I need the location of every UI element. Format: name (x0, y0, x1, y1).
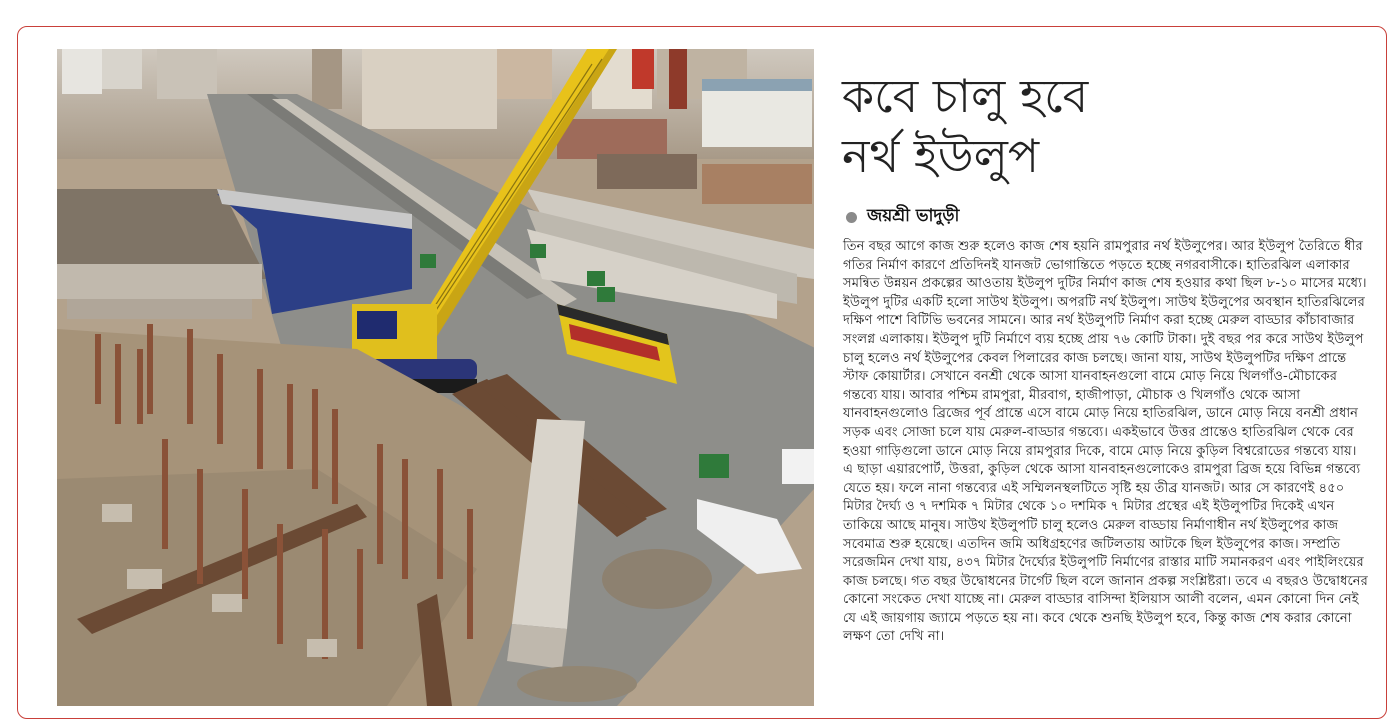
article-body: তিন বছর আগে কাজ শুরু হলেও কাজ শেষ হয়নি রামপুরার নর্থ ইউলুপের। আর ইউলুপ তৈরিতে ধীর গতির নির্মাণ কারণে প্রতিদিনই যানজট ভোগান্তিতে পড়তে হচ্ছে নগরবাসীকে। হাতিরঝিল এলাকার সমন্বিত উন্নয়ন প্রকল্পের আওতায় ইউলুপ দুটির নির্মাণ কাজ শেষ হওয়ার কথা ছিল ৮-১০ মাসের মধ্যে। ইউলুপ দুটির একটি হলো সাউথ ইউলুপ। অপরটি নর্থ ইউলুপ। সাউথ ইউলুপের অবস্থান হাতিরঝিলের দক্ষিণ পাশে বিটিভি ভবনের সামনে। আর নর্থ ইউলুপটি নির্মাণ করা হচ্ছে মেরুল বাড্ডার কাঁচাবাজার সংলগ্ন এলাকায়। ইউলুপ দুটি নির্মাণে ব্যয় হচ্ছে প্রায় ৭৬ কোটি টাকা। দুই বছর পর করে সাউথ ইউলুপ চালু হলেও নর্থ ইউলুপের কেবল পিলারের কাজ চলছে। জানা যায়, সাউথ ইউলুপটির দক্ষিণ প্রান্তে স্টাফ কোয়ার্টার। সেখানে বনশ্রী থেকে আসা যানবাহনগুলো বামে মোড় নিয়ে খিলগাঁও-মৌচাকের গন্তব্যে যায়। আবার পশ্চিম রামপুরা, মীরবাগ, হাজীপাড়া, মৌচাক ও খিলগাঁও থেকে আসা যানবাহনগুলোও ব্রিজের পূর্ব প্রান্তে এসে বামে মোড় নিয়ে হাতিরঝিল, ডানে মোড় নিয়ে বনশ্রী প্রধান সড়ক এবং সোজা চলে যায় মেরুল-বাড্ডার গন্তব্যে। একইভাবে উত্তর প্রান্তেও হাতিরঝিল থেকে বের হওয়া গাড়িগুলো ডানে মোড় নিয়ে রামপুরার দিকে, বামে মোড় নিয়ে কুড়িল বিশ্বরোডের গন্তব্যে যায়। এ ছাড়া এয়ারপোর্ট, উত্তরা, কুড়িল থেকে আসা যানবাহনগুলোকেও রামপুরা ব্রিজ হয়ে বিভিন্ন গন্তব্যে যেতে হয়। ফলে নানা গন্তব্যের এই সম্মিলনস্থলটিতে সৃষ্টি হয় তীব্র যানজট। আর সে কারণেই ৪৫০ মিটার দৈর্ঘ্য ও ৭ দশমিক ৭ মিটার থেকে ১০ দশমিক ৭ মিটার প্রস্থের এই ইউলুপটির দিকেই এখন তাকিয়ে আছে মানুষ। সাউথ ইউলুপটি চালু হলেও মেরুল বাড্ডায় নির্মাণাধীন নর্থ ইউলুপের কাজ সবেমাত্র শুরু হয়েছে। এতদিন জমি অধিগ্রহণের জটিলতায় আটকে ছিল ইউলুপের কাজ। সম্প্রতি সরেজমিন দেখা যায়, ৪৩৭ মিটার দৈর্ঘ্যের ইউলুপটি নির্মাণের রাস্তার মাটি সমানকরণ এবং পাইলিংয়ের কাজ চলছে। গত বছর উদ্বোধনের টার্গেট ছিল বলে জানান প্রকল্প সংশ্লিষ্টরা। তবে এ বছরও উদ্বোধনের কোনো সংকেত দেখা যাচ্ছে না। মেরুল বাড্ডার বাসিন্দা ইলিয়াস আলী বলেন, এমন কোনো দিন নেই যে এই জায়গায় জ্যামে পড়তে হয় না। কবে থেকে শুনছি ইউলুপ হবে, কিন্তু কাজ শেষ করার কোনো লক্ষণ তো দেখি না। (843, 239, 1368, 645)
byline (846, 203, 959, 231)
headline (842, 66, 1362, 186)
author-name: জয়শ্রী ভাদুড়ী (867, 206, 960, 226)
headline-line-1: কবে চালু হবে (842, 69, 1089, 123)
bullet-dot-icon (846, 212, 857, 223)
construction-site-photo (57, 49, 814, 706)
headline-line-2: নর্থ ইউলুপ (842, 129, 1040, 183)
